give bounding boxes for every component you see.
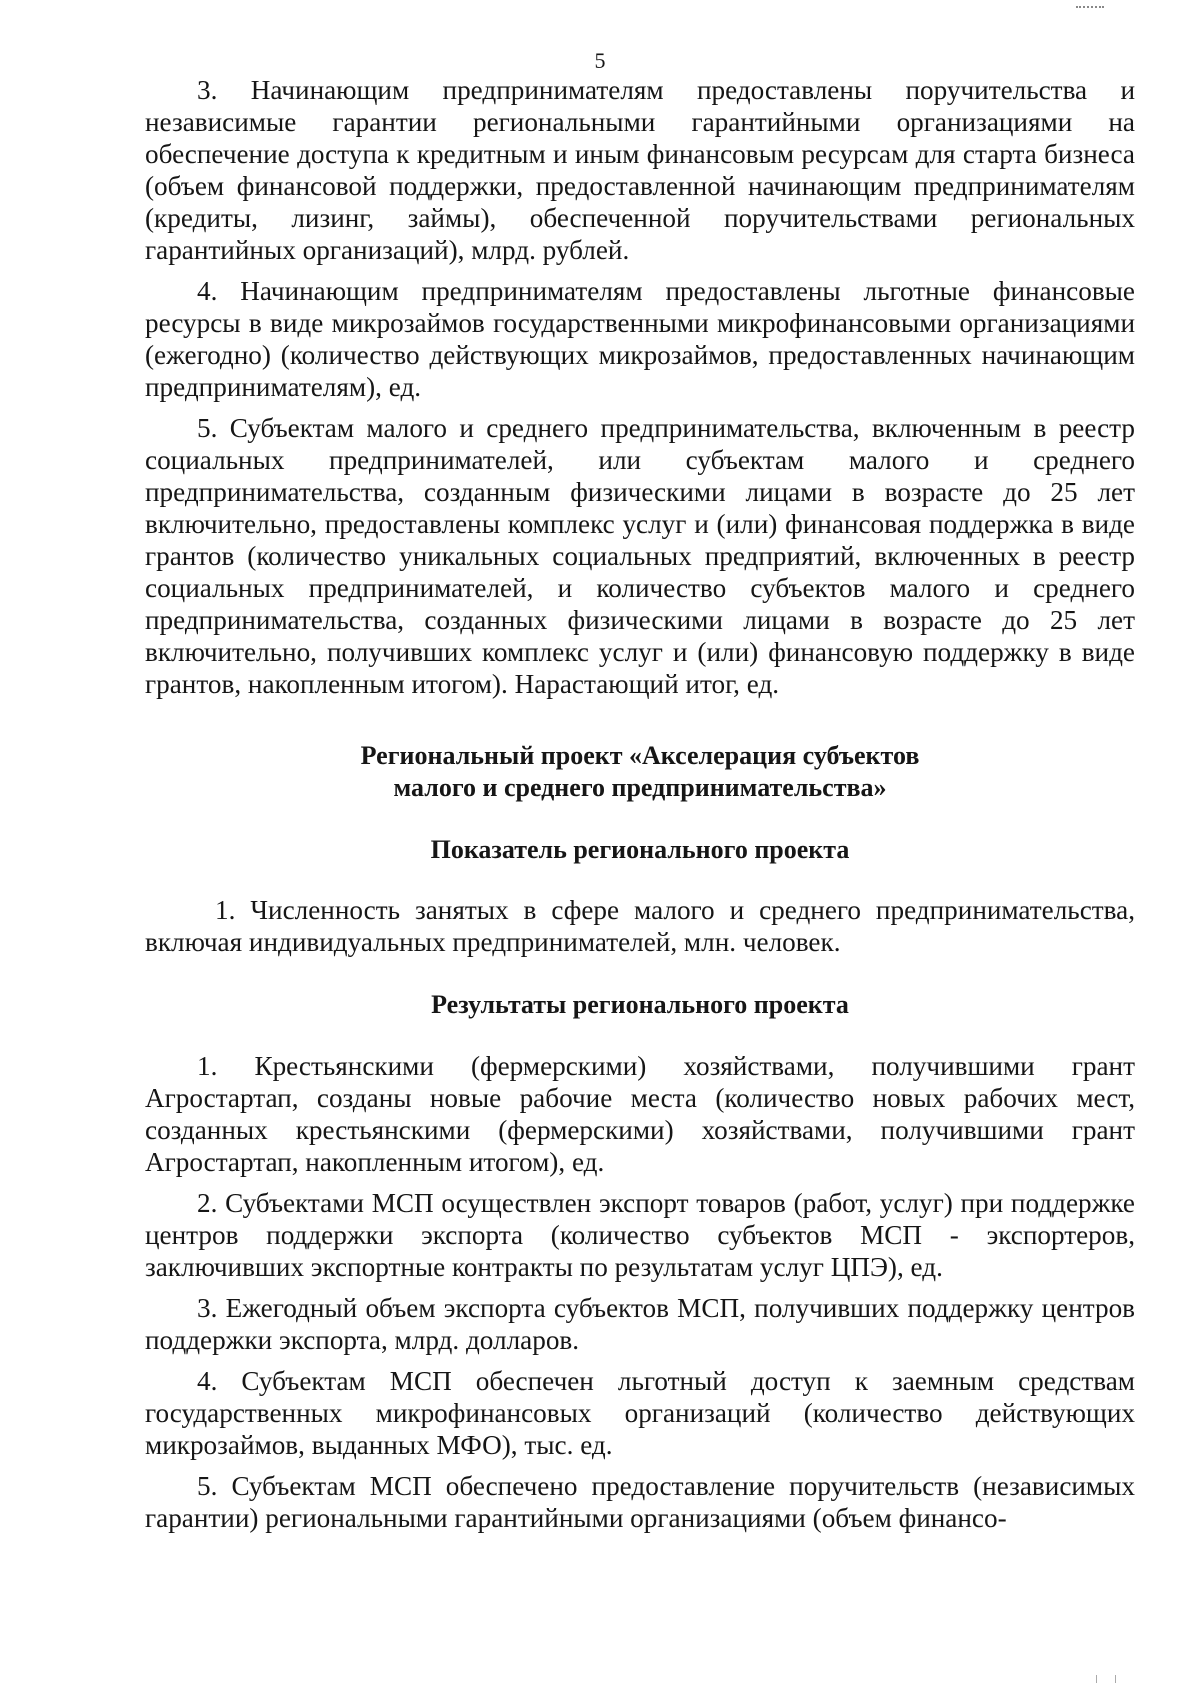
document-body bbox=[145, 74, 1135, 1534]
project-title-line-2: малого и среднего предпринимательства» bbox=[393, 773, 887, 802]
scan-artifact-bottom bbox=[1096, 1675, 1116, 1683]
indicator-item: 1. Численность занятых в сфере малого и среднего предпринимательства, включая индивидуальных предпринимателей, млн. человек. bbox=[145, 895, 1135, 957]
paragraph-5: 5. Субъектам малого и среднего предпринимательства, включенным в реестр социальных предпринимателей, или субъектам малого и среднего предпринимательства, созданным физическими лицами в возрасте до 25 лет включительно, предоставлены комплекс услуг и (или) финансовая поддержка в виде грантов (количество уникальных социальных предприятий, включенных в реестр социальных предпринимателей, и количество субъектов малого и среднего предпринимательства, созданных физическими лицами в возрасте до 25 лет включительно, получивших комплекс услуг и (или) финансовую поддержку в виде грантов, накопленным итогом). Нарастающий итог, ед. bbox=[145, 413, 1135, 699]
results-heading: Результаты регионального проекта bbox=[431, 990, 849, 1019]
paragraph-4: 4. Начинающим предпринимателям предоставлены льготные финансовые ресурсы в виде микрозаймов государственными микрофинансовыми организациями (ежегодно) (количество действующих микрозаймов, предоставленных начинающим предпринимателям), ед. bbox=[145, 276, 1135, 402]
scan-artifact-top bbox=[1076, 0, 1104, 8]
project-title bbox=[145, 740, 1135, 804]
page-number: 5 bbox=[594, 48, 606, 73]
result-item-4: 4. Субъектам МСП обеспечен льготный доступ к заемным средствам государственных микрофинансовых организаций (количество действующих микрозаймов, выданных МФО), тыс. ед. bbox=[145, 1366, 1135, 1460]
paragraph-3: 3. Начинающим предпринимателям предоставлены поручительства и независимые гарантии региональными гарантийными организациями на обеспечение доступа к кредитным и иным финансовым ресурсам для старта бизнеса (объем финансовой поддержки, предоставленной начинающим предпринимателям (кредиты, лизинг, займы), обеспеченной поручительствами региональных гарантийных организаций), млрд. рублей. bbox=[145, 75, 1135, 265]
project-title-line-1: Региональный проект «Акселерация субъектов bbox=[360, 741, 920, 770]
indicator-heading: Показатель регионального проекта bbox=[430, 835, 850, 864]
result-item-1: 1. Крестьянскими (фермерскими) хозяйствами, получившими грант Агростартап, созданы новые рабочие места (количество новых рабочих мест, созданных крестьянскими (фермерскими) хозяйствами, получившими грант Агростартап, накопленным итогом), ед. bbox=[145, 1051, 1135, 1177]
result-item-5: 5. Субъектам МСП обеспечено предоставление поручительств (независимых гарантии) региональными гарантийными организациями (объем финансо- bbox=[145, 1471, 1135, 1533]
result-item-2: 2. Субъектами МСП осуществлен экспорт товаров (работ, услуг) при поддержке центров поддержки экспорта (количество субъектов МСП - экспортеров, заключивших экспортные контракты по результатам услуг ЦПЭ), ед. bbox=[145, 1188, 1135, 1282]
result-item-3: 3. Ежегодный объем экспорта субъектов МСП, получивших поддержку центров поддержки экспорта, млрд. долларов. bbox=[145, 1293, 1135, 1355]
